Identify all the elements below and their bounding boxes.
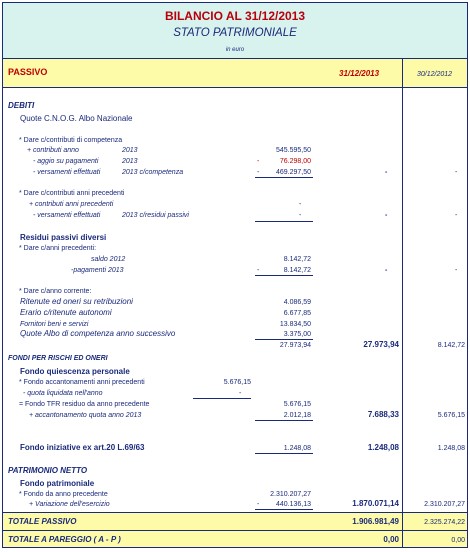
dare-competenza-label: * Dare c/contributi di competenza [19, 137, 123, 144]
pagamenti-current: - [385, 267, 388, 274]
aggio-sign: - [257, 158, 260, 165]
versamenti-precedenti-label: - versamenti effettuati [33, 212, 101, 219]
iniziative-value: 1.248,08 [283, 445, 311, 452]
totale-pareggio-previous: 0,00 [451, 537, 465, 544]
report-header [3, 3, 467, 58]
versamenti-underline [255, 177, 313, 178]
debiti-total-previous: 8.142,72 [437, 342, 465, 349]
currency-unit: in euro [225, 47, 245, 53]
variazione-label: + Variazione dell'esercizio [29, 501, 110, 508]
pagamenti-previous: - [455, 267, 458, 274]
quota-liquidata-label: - quota liquidata nell'anno [23, 390, 103, 397]
totale-passivo-current: 1.906.981,49 [352, 517, 399, 526]
fornitori-value: 13.834,50 [279, 321, 311, 328]
header-separator [3, 58, 467, 59]
variazione-value: 440.136,13 [275, 501, 311, 508]
column-header-previous: 30/12/2012 [417, 71, 453, 78]
saldo-value: 8.142,72 [283, 256, 311, 263]
quote-cnog-label: Quote C.N.O.G. Albo Nazionale [20, 114, 133, 123]
totale-passivo-label: TOTALE PASSIVO [8, 517, 77, 526]
contributi-precedenti-label: + contributi anni precedenti [29, 201, 114, 208]
ritenute-value: 4.086,59 [283, 299, 311, 306]
fondo-patrimoniale-current: 1.870.071,14 [352, 499, 399, 508]
versamenti-previous: - [455, 169, 458, 176]
erario-value: 6.677,85 [283, 310, 311, 317]
residui-label: Residui passivi diversi [20, 233, 107, 242]
report-subtitle: STATO PATRIMONIALE [173, 27, 297, 39]
iniziative-underline [255, 453, 313, 454]
quota-liquidata-value: - [239, 390, 242, 397]
versamenti-label: - versamenti effettuati [33, 169, 101, 176]
passivo-label: PASSIVO [8, 67, 48, 77]
versamenti-precedenti-value: - [299, 212, 302, 219]
fornitori-label: Fornitori beni e servizi [20, 321, 89, 328]
tfr-label: = Fondo TFR residuo da anno precedente [19, 401, 150, 408]
fondi-label: FONDI PER RISCHI ED ONERI [8, 355, 108, 362]
totale-passivo-previous: 2.325.274,22 [424, 519, 465, 526]
pagamenti-underline [255, 275, 313, 276]
ritenute-label: Ritenute ed oneri su retribuzioni [20, 297, 133, 306]
iniziative-label: Fondo iniziative ex art.20 L.69/63 [20, 443, 145, 452]
aggio-year: 2013 [122, 158, 138, 165]
accantonamento-anno-label: + accantonamento quota anno 2013 [29, 412, 142, 419]
totale-pareggio-separator [3, 530, 467, 531]
accantonamento-underline [255, 420, 313, 421]
debiti-subtotal: 27.973,94 [279, 342, 311, 349]
totale-passivo-separator [3, 512, 467, 513]
saldo-label: saldo 2012 [91, 256, 126, 263]
pagamenti-sign: - [257, 267, 260, 274]
dare-anni-precedenti-label: * Dare c/anni precedenti: [19, 245, 97, 252]
balance-sheet [2, 2, 468, 548]
versamenti-precedenti-current: - [385, 212, 388, 219]
accantonamenti-precedenti-value: 5.676,15 [223, 379, 251, 386]
accantonamento-anno-value: 2.012,18 [283, 412, 311, 419]
pagamenti-label: -pagamenti 2013 [71, 267, 124, 274]
versamenti-precedenti-previous: - [455, 212, 458, 219]
aggio-label: - aggio su pagamenti [33, 158, 99, 165]
report-title: BILANCIO AL 31/12/2013 [164, 9, 306, 23]
totale-pareggio-current: 0,00 [383, 535, 399, 544]
versamenti-current: - [385, 169, 388, 176]
patrimonio-label: PATRIMONIO NETTO [8, 466, 88, 475]
quiescenza-current: 7.688,33 [367, 410, 399, 419]
erario-label: Erario c/ritenute autonomi [20, 308, 112, 317]
totale-pareggio-label: TOTALE A PAREGGIO ( A - P ) [8, 535, 121, 544]
versamenti-value: 469.297,50 [275, 169, 311, 176]
dare-anno-corrente-label: * Dare c/anno corrente: [19, 288, 92, 295]
dare-precedenti-label: * Dare c/contributi anni precedenti [19, 190, 125, 197]
contributi-precedenti-value: - [299, 201, 302, 208]
debiti-label: DEBITI [8, 101, 35, 110]
versamenti-sign: - [257, 169, 260, 176]
versamenti-precedenti-underline [255, 221, 313, 222]
iniziative-current: 1.248,08 [367, 443, 399, 452]
fondo-precedente-value: 2.310.207,27 [270, 491, 311, 498]
contributi-anno-value: 545.595,50 [275, 147, 311, 154]
quote-albo-underline [255, 339, 313, 340]
fondo-patrimoniale-label: Fondo patrimoniale [20, 479, 95, 488]
contributi-anno-label: + contributi anno [27, 147, 79, 154]
versamenti-precedenti-year: 2013 c/residui passivi [122, 212, 189, 219]
fondo-patrimoniale-previous: 2.310.207,27 [424, 501, 465, 508]
column-header-current: 31/12/2013 [339, 69, 380, 78]
quote-albo-value: 3.375,00 [283, 331, 311, 338]
variazione-sign: - [257, 501, 260, 508]
quiescenza-previous: 5.676,15 [437, 412, 465, 419]
column-divider-prev [402, 58, 403, 548]
aggio-value: 76.298,00 [279, 158, 311, 165]
pagamenti-value: 8.142,72 [283, 267, 311, 274]
debiti-total-current: 27.973,94 [363, 340, 399, 349]
versamenti-year: 2013 c/competenza [122, 169, 184, 176]
quote-albo-label: Quote Albo di competenza anno successivo [20, 329, 176, 338]
fondo-precedente-label: * Fondo da anno precedente [19, 491, 108, 498]
contributi-anno-year: 2013 [122, 147, 138, 154]
iniziative-previous: 1.248,08 [437, 445, 465, 452]
variazione-underline [255, 509, 313, 510]
tfr-value: 5.676,15 [283, 401, 311, 408]
passivo-separator [3, 87, 467, 88]
quiescenza-label: Fondo quiescenza personale [20, 367, 130, 376]
quota-liquidata-underline [193, 398, 251, 399]
passivo-band [3, 59, 467, 87]
accantonamenti-precedenti-label: * Fondo accantonamenti anni precedenti [19, 379, 145, 386]
